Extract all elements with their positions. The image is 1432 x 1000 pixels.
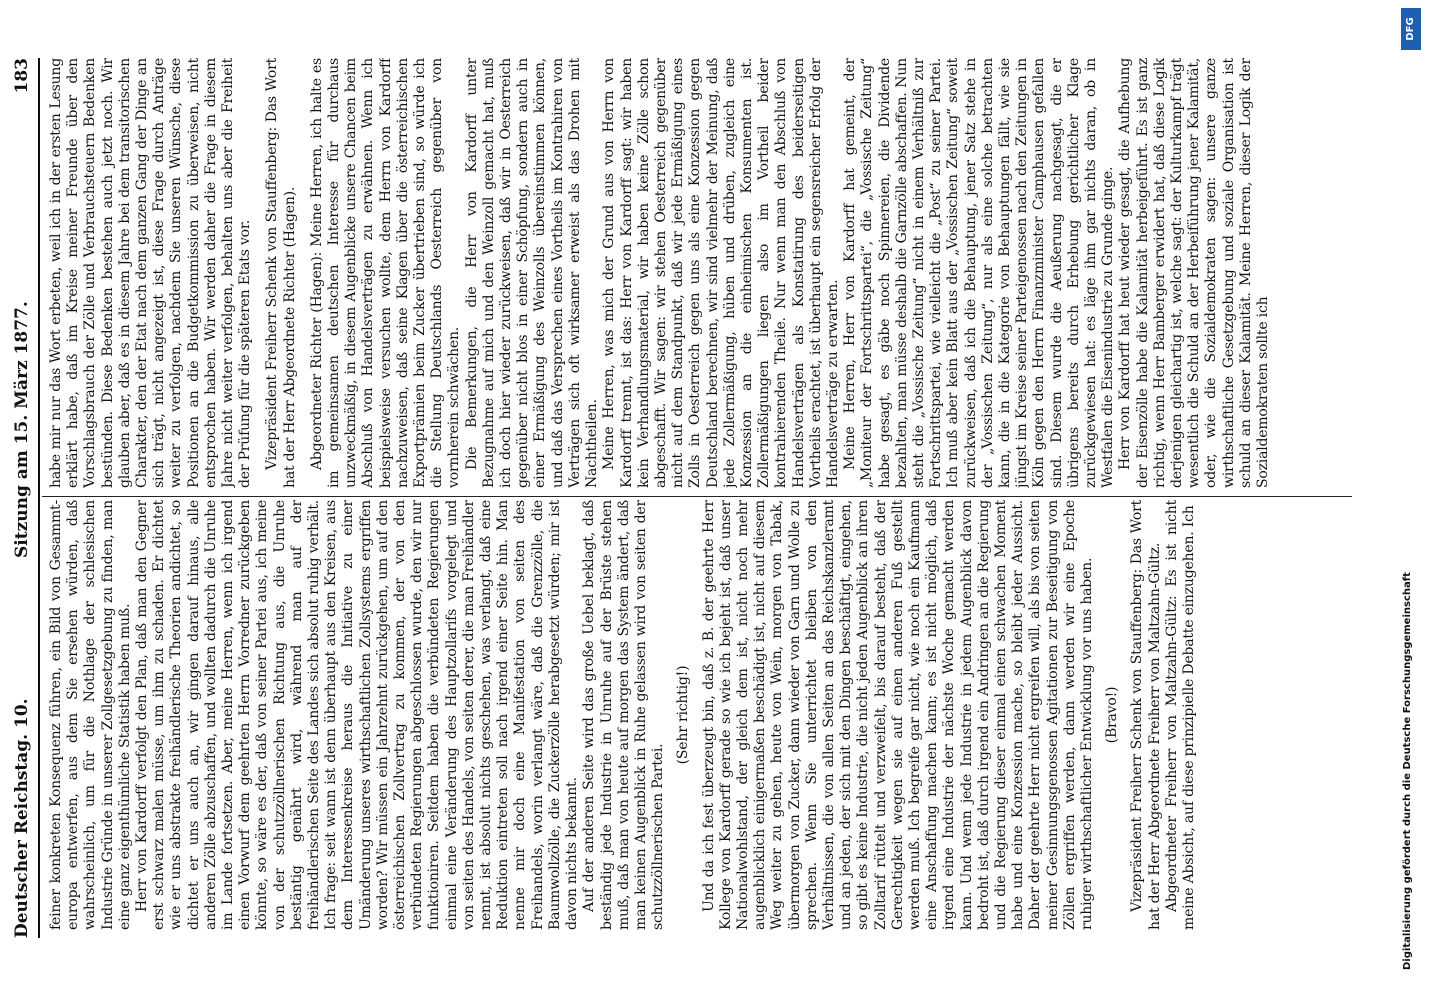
- header-rule: [38, 58, 40, 938]
- spacer: [299, 58, 309, 488]
- paragraph: Herr von Kardorff hat heut wieder gesagt, die Aufhebung der Eisenzölle habe die Kalamität herbeigeführt. Es ist ganz richtig, wenn Herr Bamberger erwidert hat, daß diese Logik derjenigen gleichartig ist, welche sagt: der Kulturkampf trägt wesentlich die Schuld an der Herbeiführung jener Kalamität, oder, wie die Sozialdemokraten sagen: unsere ganze wirthschaftliche Gesetzgebung und soziale Organisation ist schuld an dieser Kalamität. Meine Herren, dieser Logik der Sozialdemokraten sollte ich: [1117, 58, 1272, 488]
- interjection: (Sehr richtig!): [675, 665, 692, 765]
- speaker-paragraph: Vizepräsident Freiherr Schenk von Stauffenberg: Das Wort hat der Herr Abgeordnete Richter (Hagen).: [264, 58, 298, 488]
- column-divider: [42, 496, 1352, 497]
- paragraph: Auf der anderen Seite wird das große Uebel beklagt, daß beständig jede Industrie in Unruhe auf der Brüste stehen muß, daß man von heute auf morgen das System ändert, daß man keinen Augenblick in Ruhe gelassen wird von seiten der schutzzöllnerischen Partei.: [581, 500, 667, 930]
- paragraph: habe mir nur das Wort erbeten, weil ich in der ersten Lesung erklärt habe, daß im Kreise meiner Freunde über den Vorschlagsbrauch der Zölle und Verbrauchsteuern Bedenken bestünden. Diese Bedenken bestehen auch jetzt noch. Wir glauben aber, daß es in diesem Jahre bei dem transitorischen Charakter, den der Etat nach dem ganzen Gang der Dinge an sich trägt, nicht angezeigt ist, diese Frage durch Anträge weiter zu verfolgen, nachdem Sie unseren Wünsche, diese Positionen an die Budgetkommission zu überweisen, nicht entsprochen haben. Wir werden daher die Frage in diesem Jahre nicht weiter verfolgen, behalten uns aber die Freiheit der Prüfung für die späteren Etats vor.: [48, 58, 254, 488]
- page-number: 183: [12, 58, 32, 94]
- speaker-paragraph: Abgeordneter Freiherr von Maltzahn-Gültz: Es ist nicht meine Absicht, auf diese prinzipielle Debatte einzugehen. Ich: [1163, 500, 1197, 930]
- paragraph: Herr von Kardorff verfolgt den Plan, daß man den Gegner erst schwarz malen müsse, um ihm zu schaden. Er dichtet wie er uns abstrakte freihändlerische Theorien andichtet, so dichtet er uns auch an, wir gingen darauf hinaus, alle anderen Zölle abzuschaffen, und wollten dadurch die Unruhe im Lande fortsetzen. Aber, meine Herren, wenn ich irgend einen Vorwurf dem geehrten Herrn Vorredner zurückgeben könnte, so wäre es der, daß von seiner Partei aus, ich meine von der schutzzöllnerischen Richtung aus, die Unruhe bestäntig genährt wird, während man auf der freihändlerischen Seite des Landes sich absolut ruhig verhält. Ich frage: seit wann ist denn überhaupt aus den Kreisen, aus dem Interessenkreise heraus die Initiative zu einer Umänderung unseres wirthschaftlichen Zollsystems ergriffen worden? Wir müssen ein Jahrzehnt zurückgehen, um auf den österreichischen Zollvertrag zu kommen, der von den verbündeten Regierungen abgeschlossen wurde, den wir nur funktioniren. Seitdem haben die verbündeten Regierungen einmal eine Veränderung des Hauptzollarifs vorgelegt und von seiten des Handels, von seiten derer, die man Freihändler nennt, ist absolut nichts geschehen, was verlangt, daß eine Reduktion eintreten soll nach irgend einer Seite hin. Man nenne mir doch eine Manifestation von seiten des Freihandels, worin verlangt wäre, daß die Grenzzölle, die Baumwollzölle, die Zuckerzölle herabgesetzt würden; mir ist davon nichts bekannt.: [134, 500, 581, 930]
- paragraph: Meine Herren, Herr von Kardorff hat gemeint, der „Moniteur der Fortschrittspartei“, die „Vossische Zeitung“ habe gesagt, es gäbe noch Spinnereien, die Dividende bezahlten, man müsse deshalb die Garnzölle abschaffen. Nun steht die „Vossische Zeitung“ nicht in einem Verhältniß zur Fortschrittspartei, wie vielleicht die „Post“ zu seiner Partei. Ich muß aber kein Blatt aus der „Vossischen Zeitung“ soweit zurückweisen, daß ich die Behauptung, jener Satz stehe in der „Vossischen Zeitung“, nur als eine solche betrachten kann, die in die Kategorie von Behauptungen fällt, wie sie jüngst im Kreise seiner Parteigenossen nach den Zeitungen in Köln gegen den Herrn Finanzminister Camphausen gefallen sind. Diesem wurde die Aeußerung nachgesagt, die er übrigens bereits durch Erhebung gerichtlicher Klage zurückgewiesen hat: es läge ihm gar nichts daran, ob in Westfalen die Eisenindustrie zu Grunde ginge.: [842, 58, 1117, 488]
- text-column-left: [48, 500, 1348, 930]
- paragraph: Meine Herren, was mich der Grund aus von Herrn von Kardorff trennt, ist das: Herr von Kardorff sagt: wir haben kein Verhandlungsmaterial, wir haben keine Zölle schon abgeschafft. Wir sagen: wir stehen Oesterreich gegenüber nicht auf dem Standpunkt, daß wir jede Ermäßigung eines Zolls in Oesterreich gegen uns als eine Konzession gegen Deutschland berechnen, wir sind vielmehr der Meinung, daß jede Zollermäßigung, hüben und drüben, zugleich eine Konzession an die einheimischen Konsumenten ist. Zollermäßigungen liegen also im Vortheil beider kontrahierenden Theile. Nur wenn man den Abschluß von Handelsverträgen als Konstatirung des beiderseitigen Vortheils erachtet, ist überhaupt ein segensreicher Erfolg der Handelsverträge zu erwarten.: [601, 58, 841, 488]
- speaker-paragraph: Vizepräsident Freiherr Schenk von Stauffenberg: Das Wort hat der Herr Abgeordnete Freiherr von Maltzahn-Gültz.: [1129, 500, 1163, 930]
- text-column-right: [48, 58, 1348, 488]
- paragraph: Und da ich fest überzeugt bin, daß z. B. der geehrte Herr Kollege von Kardorff gerade so wie ich bejeht ist, daß unser Nationalwohlstand, der gleich dem ist, nicht noch mehr augenblicklich einigermaßen beschädigt ist, nicht auf diesem Weg weiter zu gehen, heute von Wein, morgen von Tabak, übermorgen von Zucker, dann wieder von Garn und Wolle zu sprechen. Wenn Sie unterrichtet bleiben von den Verhältnissen, die von allen Seiten an das Reichskanzleramt und an jeden, der sich mit den Dingen beschäftigt, eingehen, so gibt es keine Industrie, die nicht jeden Augenblick an ihren Zolltarif rüttelt und verzweifelt, bis darauf besteht, daß der Gerechtigkeit wegen sie auf einen anderen Fuß gestellt werden muß. Ich begreife gar nicht, wie noch ein Kaufmann eine Anschaffung machen kann; es ist nicht möglich, daß irgend eine Industrie der nächste Woche gemacht werden kann. Und wenn jede Industrie in jedem Augenblick davon bedroht ist, daß durch irgend ein Andringen an die Regierung und die Regierung dieser einmal einen schwachen Moment habe und eine Konzession mache, so bleibt jeder Aussicht. Daher der geehrte Herr nicht ergreifen will, als bis von seiten meiner Gesinnungsgenossen Agitationen zur Beseitigung von Zöllen ergriffen werden, dann werden wir eine Epoche ruhiger wirthschaftlicher Entwicklung vor uns haben.: [700, 500, 1095, 930]
- header-session-date: Sitzung am 15. März 1877.: [12, 301, 32, 558]
- paragraph: feiner konkreten Konsequenz führen, ein Bild von Gesammt-europa entwerfen, aus dem Sie ersehen würden, daß wahrscheinlich, um für die Nothlage der schlesischen Industrie Gründe in unserer Zollgesetzgebung zu finden, man eine ganz eigenthümliche Statistik haben muß.: [48, 500, 133, 930]
- interjection: (Bravo!): [1104, 686, 1121, 744]
- spacer: [254, 58, 264, 488]
- header-publication: Deutscher Reichstag. 10.: [12, 698, 32, 938]
- funding-note: Digitalisierung gefördert durch die Deutsche Forschungsgemeinschaft: [1402, 572, 1413, 970]
- speaker-paragraph: Abgeordneter Richter (Hagen): Meine Herren, ich halte es im gemeinsamen deutschen Interesse für durchaus unzweckmäßig, in diesem Augenblicke unsere Chancen beim Abschluß von Handelsverträgen zu erwähnen. Wenn ich beispielsweise versuchen wollte, dem Herrn von Kardorff nachzuweisen, daß seine Klagen über die österreichischen Exportprämien beim Zucker übertrieben sind, so würde ich die Stellung Deutschlands Oesterreich gegenüber von vornherein schwächen.: [308, 58, 463, 488]
- paragraph: Die Bemerkungen, die Herr von Kardorff unter Bezugnahme auf mich und den Weinzoll gemacht hat, muß ich doch hier wieder zurückweisen, daß wir in Oesterreich gegenüber nicht blos in einer Schöpfung, sondern auch in einer Ermäßigung des Weinzolls übereinstimmen können, und daß das Versprechen eines Vortheils im Kontrahiren von Verträgen sich oft wirksamer erweist als das Drohen mit Nachtheilen.: [463, 58, 601, 488]
- dfg-logo-badge: DFG: [1401, 8, 1421, 50]
